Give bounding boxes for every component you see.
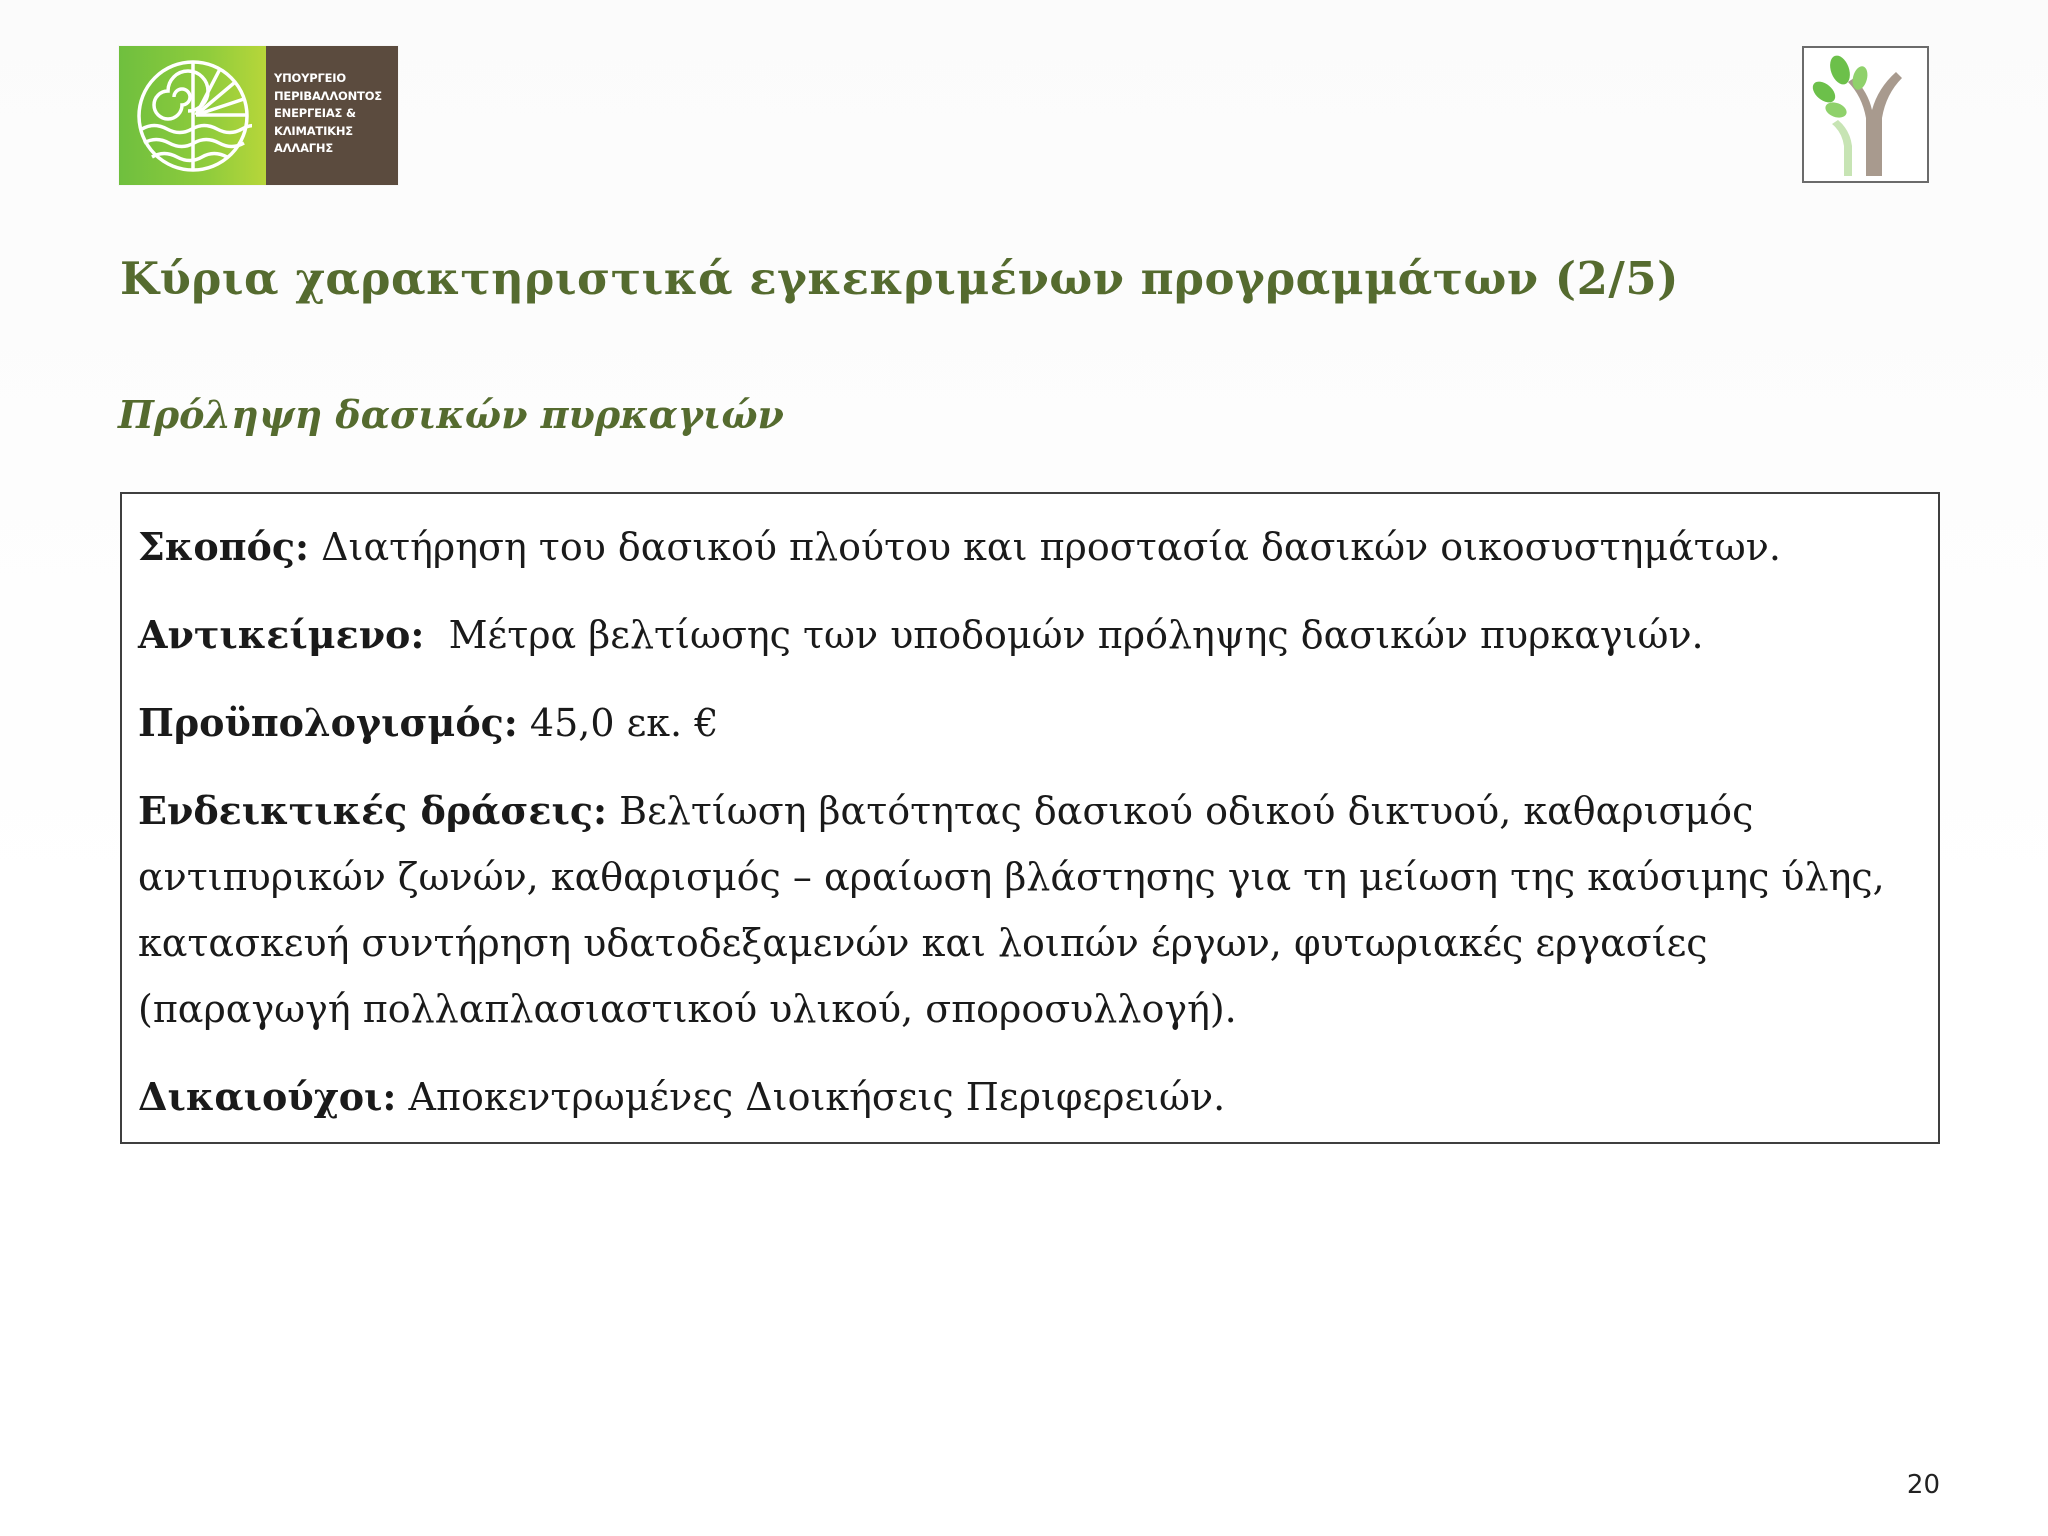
beneficiaries-label: Δικαιούχοι: (138, 1074, 397, 1119)
beneficiaries-row (138, 1064, 1924, 1130)
actions-label: Ενδεικτικές δράσεις: (138, 788, 608, 833)
ministry-name (266, 46, 398, 185)
tree-logo-icon (1802, 46, 1929, 183)
object-text: Μέτρα βελτίωσης των υποδομών πρόληψης δασικών πυρκαγιών. (424, 613, 1704, 657)
ministry-logo (119, 46, 398, 185)
budget-text: 45,0 εκ. € (517, 701, 719, 745)
beneficiaries-text: Αποκεντρωμένες Διοικήσεις Περιφερειών. (396, 1075, 1226, 1119)
purpose-row (138, 514, 1924, 580)
purpose-text: Διατήρηση του δασικού πλούτου και προστασία δασικών οικοσυστημάτων. (309, 525, 1781, 569)
budget-row (138, 690, 1924, 756)
object-label: Αντικείμενο: (138, 612, 425, 657)
actions-text: Βελτίωση βατότητας δασικού οδικού δικτυού, καθαρισμός αντιπυρικών ζωνών, καθαρισμός – αραίωση βλάστησης για τη μείωση της καύσιμης ύλης, κατασκευή συντήρηση υδατοδεξαμενών και λοιπών έργων, φυτωριακές εργασίες (παραγωγή πολλαπλασιαστικού υλικού, σποροσυλλογή). (138, 789, 1885, 1031)
slide-subtitle: Πρόληψη δασικών πυρκαγιών (118, 392, 784, 437)
ministry-name-line: ΚΛΙΜΑΤΙΚΗΣ (274, 123, 353, 138)
program-info-box (120, 492, 1940, 1144)
ministry-name-line: ΠΕΡΙΒΑΛΛΟΝΤΟΣ (274, 88, 382, 103)
ministry-emblem-icon (119, 46, 266, 185)
ministry-name-line: ΥΠΟΥΡΓΕΙΟ (274, 71, 346, 85)
object-row (138, 602, 1924, 668)
ministry-name-line: ΕΝΕΡΓΕΙΑΣ & (274, 106, 356, 120)
budget-label: Προϋπολογισμός: (138, 700, 518, 745)
purpose-label: Σκοπός: (138, 524, 310, 569)
actions-row (138, 778, 1924, 1042)
ministry-name-line: ΑΛΛΑΓΗΣ (274, 141, 334, 155)
page-number: 20 (1906, 1470, 1940, 1500)
slide-title: Κύρια χαρακτηριστικά εγκεκριμένων προγραμμάτων (2/5) (120, 252, 1679, 305)
